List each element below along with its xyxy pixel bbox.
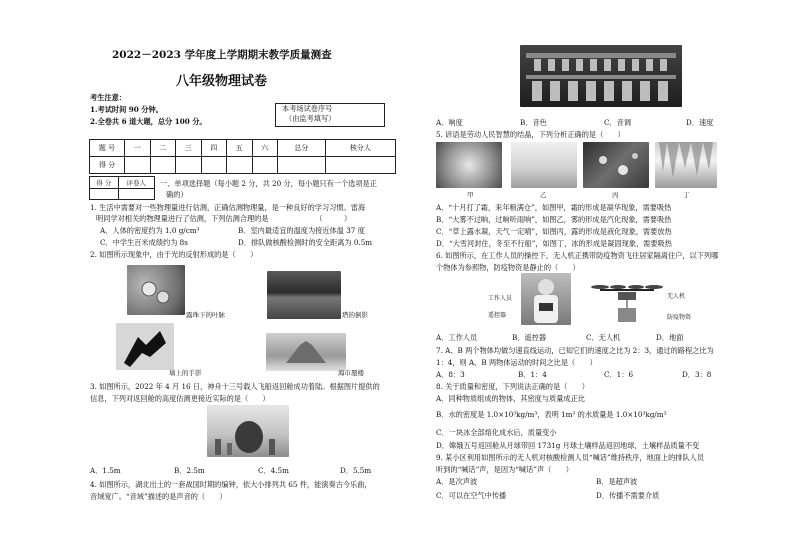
score-table-cell: 得 分 bbox=[90, 157, 125, 174]
score-entry-cell[interactable] bbox=[150, 157, 176, 174]
q7-option-d: D．3：8 bbox=[682, 370, 712, 379]
label-remote: 遥控器 bbox=[488, 312, 507, 319]
score-table-cell: 一 bbox=[125, 140, 151, 157]
section-score-label: 得 分 bbox=[90, 177, 119, 189]
q3-line-2: 信息，下列对返回舱的高度估测更接近实际的是（ ） bbox=[90, 394, 270, 403]
q5-caption-yi: 乙 bbox=[540, 191, 547, 199]
q2-caption-a: 露珠下的叶脉 bbox=[186, 311, 225, 319]
q8-option-d: D．嫦娥五号返回舱从月球带回 1731g 月球土壤样品返回地球，土壤样品质量不变 bbox=[436, 441, 700, 450]
q5-caption-ding: 丁 bbox=[683, 191, 690, 199]
notice-2: 2.全卷共 6 道大题，总分 100 分。 bbox=[90, 117, 207, 126]
q9-option-c: C．可以在空气中传播 bbox=[436, 491, 507, 500]
q3-line-1: 3. 如图所示，2022 年 4 月 16 日，神舟十三号载人飞船返回舱成功着陆。根据图片提供的 bbox=[90, 382, 380, 391]
q5-option-b: B．“大雾不过晌，过晌听雨响”，如图乙，雾的形成是汽化现象，需要吸热 bbox=[436, 215, 672, 224]
q1-option-d: D．排队做核酸检测时的安全距离为 0.5m bbox=[238, 238, 373, 247]
dew-photo bbox=[583, 142, 649, 188]
seat-box-line-1: 本考场试卷序号 bbox=[282, 104, 333, 113]
ice-photo bbox=[655, 142, 717, 188]
q5-caption-bing: 丙 bbox=[612, 191, 619, 199]
q4-option-d: D．速度 bbox=[686, 118, 714, 127]
q3-option-b: B．2.5m bbox=[174, 466, 205, 475]
score-table-score-row bbox=[90, 157, 396, 174]
q2-caption-c: 墙上的手影 bbox=[169, 369, 202, 377]
drone-with-supplies-photo bbox=[590, 280, 664, 326]
q2-caption-d: 海市蜃楼 bbox=[338, 369, 364, 377]
frost-photo bbox=[436, 142, 502, 188]
q4-line-1: 4. 如图所示，湖北出土的一套战国时期的编钟，依大小排列共 65 件，能演奏古今乐曲， bbox=[90, 480, 372, 489]
staff-with-remote-photo bbox=[521, 273, 571, 325]
score-table-cell: 二 bbox=[150, 140, 176, 157]
q9-line-2: 听到的“喊话”声，是因为“喊话”声（ ） bbox=[436, 465, 573, 474]
seat-box-line-2: （由监考填写） bbox=[285, 114, 336, 123]
q6-option-d: D．地面 bbox=[656, 333, 684, 342]
label-supplies: 防疫物资 bbox=[667, 314, 692, 321]
section-grader-entry[interactable] bbox=[118, 189, 154, 200]
q6-line-2: 个物体为参照物，防疫物资是静止的（ ） bbox=[436, 263, 580, 272]
fog-photo bbox=[511, 142, 577, 188]
q5-option-d: D．“大雪河封住，冬至不行船”，如图丁，冰的形成是凝固现象，需要吸热 bbox=[436, 239, 672, 248]
section-grader-label: 评卷人 bbox=[118, 177, 154, 189]
score-table-header-row bbox=[90, 140, 396, 157]
q1-line-2: 明同学对相关的物理量进行了估测，下列估测合理的是 （ ） bbox=[96, 214, 352, 223]
q4-option-c: C．音调 bbox=[604, 118, 632, 127]
q2-stem: 2. 如图所示现象中，由于光的反射形成的是（ ） bbox=[90, 250, 258, 259]
q5-option-a: A．“十月打了霜，来年粮满仓”，如图甲，霜的形成是凝华现象，需要吸热 bbox=[436, 203, 672, 212]
section1-grader-table bbox=[89, 176, 155, 200]
hand-shadow-photo bbox=[116, 323, 174, 370]
score-table-cell: 核分人 bbox=[325, 140, 395, 157]
q6-option-b: B．遥控器 bbox=[512, 333, 547, 342]
q8-stem: 8. 关于质量和密度，下列说法正确的是（ ） bbox=[436, 382, 589, 391]
q9-option-d: D．传播不需要介质 bbox=[596, 491, 660, 500]
q1-option-b: B．室内最适宜的温度为接近体温 37 度 bbox=[238, 226, 365, 235]
score-table-cell: 五 bbox=[227, 140, 253, 157]
q7-line-1: 7. A、B 两个物体均做匀速直线运动，已知它们的速度之比为 2：3，通过的路程之比为 bbox=[436, 346, 714, 355]
q7-option-a: A．8：3 bbox=[436, 370, 465, 379]
q4-option-a: A．响度 bbox=[436, 118, 463, 127]
notice-title: 考生注意： bbox=[90, 93, 126, 102]
exam-title: 2022－2023 学年度上学期期末教学质量测查 bbox=[112, 49, 332, 61]
q6-line-1: 6. 如图所示，在工作人员的操控下，无人机正携带防疫物资飞往居家隔离住户，以下列哪 bbox=[436, 251, 719, 260]
tower-reflection-photo bbox=[267, 271, 341, 319]
score-entry-cell[interactable] bbox=[252, 157, 278, 174]
bianzhong-bells-photo bbox=[520, 45, 682, 107]
score-entry-cell[interactable] bbox=[278, 157, 326, 174]
q3-option-c: C．4.5m bbox=[258, 466, 289, 475]
q4-option-b: B．音色 bbox=[520, 118, 547, 127]
score-entry-cell[interactable] bbox=[176, 157, 202, 174]
q8-option-a: A．同种物质组成的物体，其密度与质量成正比 bbox=[436, 394, 585, 403]
q9-option-b: B．是超声波 bbox=[596, 477, 638, 486]
notice-1: 1.考试时间 90 分钟。 bbox=[90, 105, 163, 114]
q4-line-2: 音域宽广。“音域”描述的是声音的（ ） bbox=[90, 492, 227, 501]
q7-option-b: B．1：4 bbox=[518, 370, 547, 379]
section-score-entry[interactable] bbox=[90, 189, 119, 200]
score-table bbox=[89, 139, 396, 174]
q3-option-d: D．5.5m bbox=[340, 466, 372, 475]
q3-option-a: A．1.5m bbox=[90, 466, 121, 475]
q5-option-c: C．“草上露水凝，天气一定晴”，如图丙，露的形成是液化现象，需要放热 bbox=[436, 227, 672, 236]
q7-option-c: C．1：6 bbox=[604, 370, 634, 379]
label-staff: 工作人员 bbox=[488, 295, 513, 302]
score-entry-cell[interactable] bbox=[201, 157, 227, 174]
score-entry-cell[interactable] bbox=[325, 157, 395, 174]
score-entry-cell[interactable] bbox=[227, 157, 253, 174]
q6-option-c: C．无人机 bbox=[586, 333, 621, 342]
q8-option-c: C．一块冰全部熔化成水后，质量变小 bbox=[436, 428, 557, 437]
score-table-cell: 题 号 bbox=[90, 140, 125, 157]
q2-caption-b: 塔的倒影 bbox=[342, 311, 368, 319]
section1-heading-1: 一、单项选择题（每小题 2 分，共 20 分，每小题只有一个选项是正 bbox=[160, 179, 377, 188]
q9-line-1: 9. 某小区利用如图所示的无人机对核酸检测人员“喊话”维持秩序，地面上的排队人员 bbox=[436, 453, 705, 462]
leaf-dewdrop-photo bbox=[127, 265, 185, 315]
q5-caption-jia: 甲 bbox=[467, 191, 474, 199]
q9-option-a: A．是次声波 bbox=[436, 477, 478, 486]
score-table-cell: 四 bbox=[201, 140, 227, 157]
section1-heading-2: 确的） bbox=[166, 190, 188, 199]
score-table-cell: 三 bbox=[176, 140, 202, 157]
score-table-cell: 六 bbox=[252, 140, 278, 157]
q1-option-a: A．人体的密度约为 1.0 g/cm³ bbox=[100, 226, 200, 235]
label-drone: 无人机 bbox=[667, 293, 686, 300]
q7-line-2: 1：4，则 A、B 两物体运动的时间之比是（ ） bbox=[436, 358, 597, 367]
score-entry-cell[interactable] bbox=[125, 157, 151, 174]
score-table-cell: 总分 bbox=[278, 140, 326, 157]
q8-option-b: B．水的密度是 1.0×10³kg/m³，表明 1m³ 的水质量是 1.0×10³kg/m³ bbox=[436, 410, 667, 419]
q1-option-c: C．中学生百米成绩约为 8s bbox=[100, 238, 188, 247]
mirage-photo bbox=[266, 333, 346, 371]
exam-subtitle: 八年级物理试卷 bbox=[176, 74, 268, 89]
q1-line-1: 1. 生活中需要对一些物理量进行估测，正确估测物理量，是一种良好的学习习惯。雷海 bbox=[90, 203, 366, 212]
q5-stem: 5. 谚语是劳动人民智慧的结晶，下列分析正确的是（ ） bbox=[436, 130, 625, 139]
return-capsule-photo bbox=[207, 405, 289, 457]
q6-option-a: A．工作人员 bbox=[436, 333, 478, 342]
